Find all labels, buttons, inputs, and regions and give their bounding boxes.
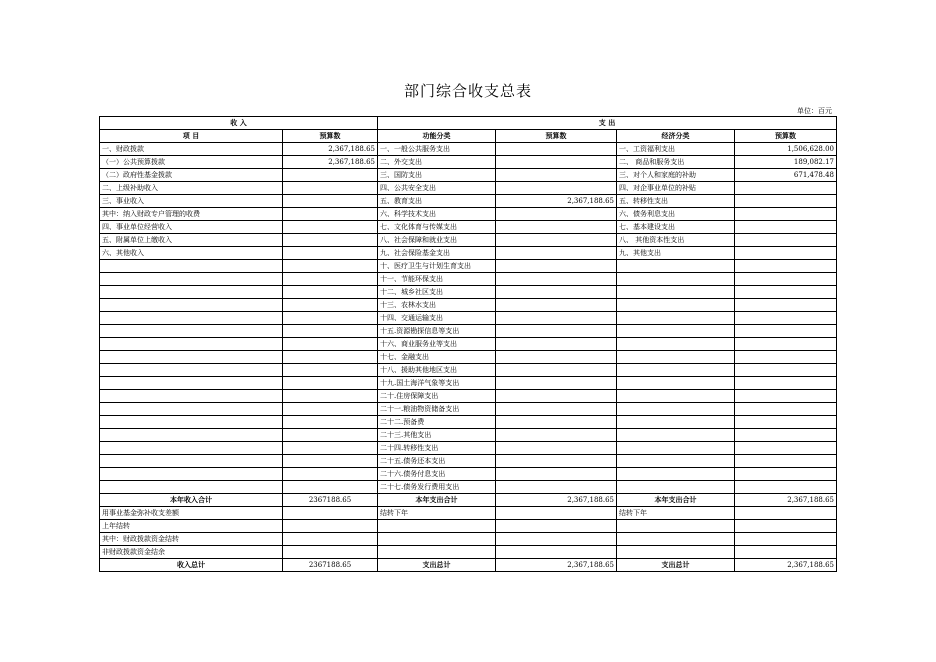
func-item: 十、医疗卫生与计划生育支出 (378, 260, 496, 273)
income-amount (283, 286, 378, 299)
income-item (100, 312, 283, 325)
income-amount (283, 273, 378, 286)
income-item: 其中：纳入财政专户管理的收费 (100, 208, 283, 221)
summary-table (99, 116, 837, 572)
func-item: 五、教育支出 (378, 195, 496, 208)
unit-label: 单位：百元 (797, 107, 832, 115)
econ-amount (735, 520, 837, 533)
income-item (100, 338, 283, 351)
table-row (100, 208, 837, 221)
table-row (100, 520, 837, 533)
table-row (100, 182, 837, 195)
econ-item (617, 338, 735, 351)
econ-amount (735, 416, 837, 429)
table-row (100, 260, 837, 273)
func-budget-header: 预算数 (496, 130, 617, 143)
econ-item (617, 286, 735, 299)
table-row (100, 195, 837, 208)
income-item (100, 390, 283, 403)
income-amount (283, 546, 378, 559)
func-amount (496, 208, 617, 221)
func-amount (496, 377, 617, 390)
func-item: 二十四.转移性支出 (378, 442, 496, 455)
table-row (100, 442, 837, 455)
econ-amount (735, 351, 837, 364)
func-amount (496, 338, 617, 351)
func-amount (496, 390, 617, 403)
func-amount (496, 520, 617, 533)
func-amount (496, 312, 617, 325)
func-item: 二十七.债务发行费用支出 (378, 481, 496, 494)
func-amount (496, 156, 617, 169)
econ-item (617, 390, 735, 403)
func-amount (496, 169, 617, 182)
func-amount (496, 429, 617, 442)
func-header: 功能分类 (378, 130, 496, 143)
income-amount (283, 247, 378, 260)
econ-item (617, 364, 735, 377)
income-amount (283, 299, 378, 312)
income-amount (283, 195, 378, 208)
func-item: 十八、援助其他地区支出 (378, 364, 496, 377)
func-item: 九、社会保险基金支出 (378, 247, 496, 260)
econ-item (617, 260, 735, 273)
income-amount (283, 377, 378, 390)
func-item: 二十三.其他支出 (378, 429, 496, 442)
income-item: 二、上级补助收入 (100, 182, 283, 195)
table-row (100, 364, 837, 377)
table-row (100, 455, 837, 468)
econ-amount (735, 442, 837, 455)
econ-amount (735, 234, 837, 247)
func-amount (496, 325, 617, 338)
income-item (100, 468, 283, 481)
grand-total-row (100, 559, 837, 572)
func-item (378, 546, 496, 559)
income-item: 上年结转 (100, 520, 283, 533)
func-item: 十一、节能环保支出 (378, 273, 496, 286)
func-item: 四、公共安全支出 (378, 182, 496, 195)
econ-amount (735, 286, 837, 299)
econ-amount (735, 481, 837, 494)
income-item (100, 442, 283, 455)
econ-item (617, 520, 735, 533)
income-amount (283, 468, 378, 481)
func-item: 二十五.债务还本支出 (378, 455, 496, 468)
econ-amount (735, 507, 837, 520)
func-amount (496, 299, 617, 312)
func-item: 六、科学技术支出 (378, 208, 496, 221)
econ-item (617, 312, 735, 325)
func-item: 十五.资源勘探信息等支出 (378, 325, 496, 338)
table-row (100, 169, 837, 182)
table-row (100, 338, 837, 351)
econ-amount (735, 533, 837, 546)
econ-amount (735, 455, 837, 468)
econ-header: 经济分类 (617, 130, 735, 143)
econ-item: 四、对企事业单位的补贴 (617, 182, 735, 195)
econ-item (617, 299, 735, 312)
econ-amount (735, 208, 837, 221)
func-amount (496, 507, 617, 520)
income-item: 六、其他收入 (100, 247, 283, 260)
econ-item: 七、基本建设支出 (617, 221, 735, 234)
item-header: 项 目 (100, 130, 283, 143)
func-item: 二十一.粮油物资储备支出 (378, 403, 496, 416)
func-amount (496, 546, 617, 559)
income-item: 非财政拨款资金结余 (100, 546, 283, 559)
income-item: 一、财政拨款 (100, 143, 283, 156)
income-amount (283, 390, 378, 403)
income-amount (283, 364, 378, 377)
func-amount (496, 234, 617, 247)
econ-amount (735, 377, 837, 390)
func-item (378, 520, 496, 533)
func-item: 十四、交通运输支出 (378, 312, 496, 325)
func-item: 二十六.债务付息支出 (378, 468, 496, 481)
table-row (100, 377, 837, 390)
func-amount (496, 442, 617, 455)
table-row (100, 143, 837, 156)
income-amount (283, 455, 378, 468)
econ-amount (735, 325, 837, 338)
func-amount (496, 403, 617, 416)
econ-amount (735, 390, 837, 403)
func-item: 七、文化体育与传媒支出 (378, 221, 496, 234)
econ-item: 八、 其他资本性支出 (617, 234, 735, 247)
func-item: 三、国防支出 (378, 169, 496, 182)
table-row (100, 312, 837, 325)
income-amount: 2,367,188.65 (283, 156, 378, 169)
table-row (100, 403, 837, 416)
func-item: 结转下年 (378, 507, 496, 520)
table-row (100, 247, 837, 260)
income-amount (283, 312, 378, 325)
econ-item (617, 533, 735, 546)
econ-amount (735, 182, 837, 195)
income-item (100, 299, 283, 312)
func-item: 十六、商业服务业等支出 (378, 338, 496, 351)
econ-total-amount: 2,367,188.65 (735, 494, 837, 507)
income-item (100, 403, 283, 416)
table-row (100, 325, 837, 338)
income-item: 五、附属单位上缴收入 (100, 234, 283, 247)
econ-item (617, 442, 735, 455)
expense-header: 支 出 (378, 117, 837, 130)
income-item: 其中：财政拨款资金结转 (100, 533, 283, 546)
func-amount (496, 182, 617, 195)
income-item (100, 455, 283, 468)
table-row (100, 234, 837, 247)
table-row (100, 468, 837, 481)
func-amount (496, 364, 617, 377)
func-total-label: 本年支出合计 (378, 494, 496, 507)
econ-item (617, 416, 735, 429)
table-row (100, 221, 837, 234)
income-amount (283, 429, 378, 442)
income-item (100, 351, 283, 364)
table-row (100, 273, 837, 286)
income-item: 用事业基金弥补收支差额 (100, 507, 283, 520)
income-item: （一）公共预算拨款 (100, 156, 283, 169)
func-item: 十七、金融支出 (378, 351, 496, 364)
page-title: 部门综合收支总表 (403, 82, 532, 100)
income-amount (283, 325, 378, 338)
econ-amount (735, 364, 837, 377)
income-item (100, 481, 283, 494)
econ-item: 六、债务利息支出 (617, 208, 735, 221)
income-amount (283, 507, 378, 520)
income-amount (283, 338, 378, 351)
func-amount (496, 286, 617, 299)
econ-item: 二、 商品和服务支出 (617, 156, 735, 169)
func-amount (496, 481, 617, 494)
func-amount (496, 455, 617, 468)
func-item: 十九.国土海洋气象等支出 (378, 377, 496, 390)
econ-item (617, 481, 735, 494)
econ-item (617, 377, 735, 390)
func-amount (496, 247, 617, 260)
func-total-amount: 2,367,188.65 (496, 494, 617, 507)
income-amount (283, 442, 378, 455)
income-amount: 2,367,188.65 (283, 143, 378, 156)
func-item: 二十.住房保障支出 (378, 390, 496, 403)
table-row (100, 299, 837, 312)
func-amount: 2,367,188.65 (496, 195, 617, 208)
func-amount (496, 533, 617, 546)
econ-item (617, 468, 735, 481)
income-item (100, 273, 283, 286)
econ-amount: 1,506,628.00 (735, 143, 837, 156)
econ-item: 一、工资福利支出 (617, 143, 735, 156)
econ-amount (735, 299, 837, 312)
income-item (100, 377, 283, 390)
func-item: 一、一般公共服务支出 (378, 143, 496, 156)
econ-amount (735, 273, 837, 286)
func-item: 八、社会保障和就业支出 (378, 234, 496, 247)
income-item (100, 416, 283, 429)
func-item: 二十二.预备费 (378, 416, 496, 429)
income-amount (283, 234, 378, 247)
func-amount (496, 221, 617, 234)
econ-total-label: 支出总计 (617, 559, 735, 572)
header-row-columns (100, 130, 837, 143)
econ-amount (735, 429, 837, 442)
econ-item (617, 403, 735, 416)
table-row (100, 351, 837, 364)
econ-total-label: 本年支出合计 (617, 494, 735, 507)
table-row (100, 390, 837, 403)
econ-amount: 189,082.17 (735, 156, 837, 169)
econ-amount (735, 468, 837, 481)
econ-item (617, 273, 735, 286)
econ-amount (735, 221, 837, 234)
func-item: 十二、城乡社区支出 (378, 286, 496, 299)
econ-item (617, 429, 735, 442)
econ-item (617, 325, 735, 338)
func-item (378, 533, 496, 546)
func-amount (496, 273, 617, 286)
func-item: 十三、农林水支出 (378, 299, 496, 312)
income-amount (283, 182, 378, 195)
income-item: 四、事业单位经营收入 (100, 221, 283, 234)
income-item: 三、事业收入 (100, 195, 283, 208)
income-item: （二）政府性基金拨款 (100, 169, 283, 182)
income-amount (283, 221, 378, 234)
year-total-row (100, 494, 837, 507)
econ-amount (735, 546, 837, 559)
econ-item: 结转下年 (617, 507, 735, 520)
income-amount (283, 260, 378, 273)
econ-amount (735, 403, 837, 416)
func-amount (496, 143, 617, 156)
func-total-label: 支出总计 (378, 559, 496, 572)
func-amount (496, 260, 617, 273)
func-amount (496, 468, 617, 481)
econ-item: 九、其他支出 (617, 247, 735, 260)
income-item (100, 325, 283, 338)
func-total-amount: 2,367,188.65 (496, 559, 617, 572)
header-row-group (100, 117, 837, 130)
econ-amount (735, 247, 837, 260)
func-amount (496, 416, 617, 429)
income-amount (283, 403, 378, 416)
income-item (100, 364, 283, 377)
econ-amount (735, 195, 837, 208)
income-total-amount: 2367188.65 (283, 559, 378, 572)
table-row (100, 416, 837, 429)
econ-amount (735, 312, 837, 325)
econ-amount: 671,478.48 (735, 169, 837, 182)
income-amount (283, 520, 378, 533)
func-item: 二、外交支出 (378, 156, 496, 169)
table-row (100, 546, 837, 559)
econ-item (617, 351, 735, 364)
econ-amount (735, 260, 837, 273)
table-row (100, 533, 837, 546)
income-amount (283, 351, 378, 364)
income-total-amount: 2367188.65 (283, 494, 378, 507)
income-header: 收 入 (100, 117, 378, 130)
income-total-label: 本年收入合计 (100, 494, 283, 507)
income-amount (283, 416, 378, 429)
econ-item: 五、转移性支出 (617, 195, 735, 208)
budget-header: 预算数 (283, 130, 378, 143)
econ-item: 三、对个人和家庭的补助 (617, 169, 735, 182)
income-item (100, 286, 283, 299)
econ-item (617, 546, 735, 559)
income-amount (283, 533, 378, 546)
table-row (100, 507, 837, 520)
table-row (100, 156, 837, 169)
table-row (100, 481, 837, 494)
econ-item (617, 455, 735, 468)
income-amount (283, 481, 378, 494)
income-amount (283, 169, 378, 182)
func-amount (496, 351, 617, 364)
econ-budget-header: 预算数 (735, 130, 837, 143)
econ-total-amount: 2,367,188.65 (735, 559, 837, 572)
income-item (100, 260, 283, 273)
income-total-label: 收入总计 (100, 559, 283, 572)
table-row (100, 429, 837, 442)
income-item (100, 429, 283, 442)
income-amount (283, 208, 378, 221)
econ-amount (735, 338, 837, 351)
table-row (100, 286, 837, 299)
